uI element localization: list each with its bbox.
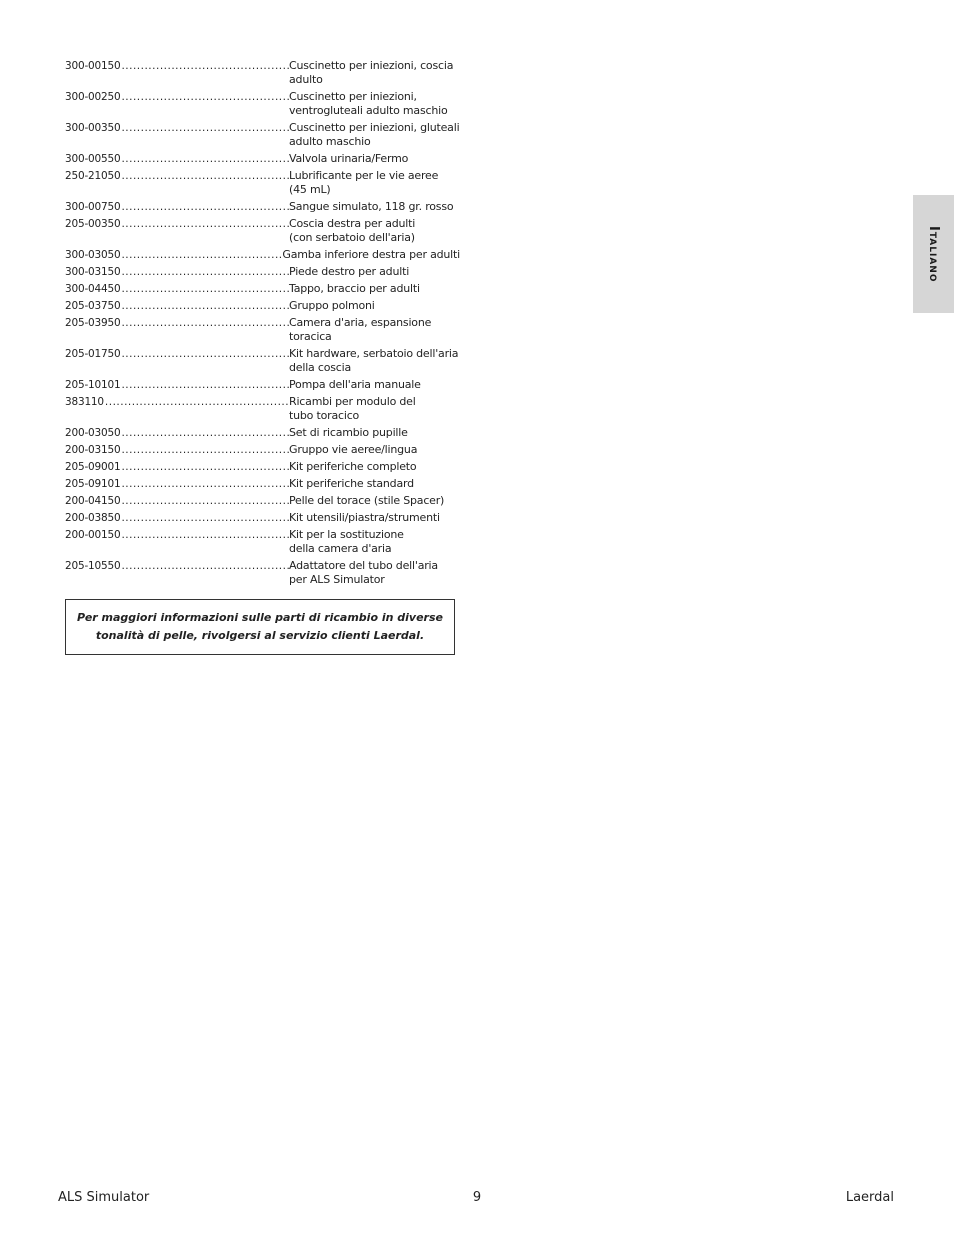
part-code: 205-03950 <box>65 317 121 329</box>
part-description <box>289 460 460 474</box>
info-note-text <box>63 609 457 645</box>
language-tab <box>913 195 954 313</box>
part-row <box>65 282 460 296</box>
part-description-line: Kit periferiche completo <box>289 460 417 473</box>
part-row <box>65 378 460 392</box>
dot-leader <box>121 152 289 166</box>
part-description <box>282 248 460 262</box>
part-code: 205-01750 <box>65 348 121 360</box>
part-row <box>65 347 460 375</box>
part-leader <box>65 477 289 491</box>
parts-list <box>65 59 460 590</box>
part-leader <box>65 511 289 525</box>
part-description-line: Tappo, braccio per adulti <box>289 282 420 295</box>
part-leader <box>65 347 289 361</box>
part-row <box>65 426 460 440</box>
part-description-line: (45 mL) <box>289 183 331 196</box>
part-description-line: Lubrificante per le vie aeree <box>289 169 439 182</box>
part-code: 205-00350 <box>65 218 121 230</box>
part-description-line: Cuscinetto per iniezioni, coscia <box>289 59 454 72</box>
part-description <box>289 217 460 245</box>
part-leader <box>65 217 289 231</box>
part-code: 300-03150 <box>65 266 121 278</box>
dot-leader <box>121 200 289 214</box>
part-description <box>289 395 460 423</box>
part-description <box>289 152 460 166</box>
part-code: 200-00150 <box>65 529 121 541</box>
part-leader <box>65 169 289 183</box>
dot-leader <box>121 477 289 491</box>
dot-leader <box>121 90 289 104</box>
part-leader <box>65 152 289 166</box>
part-leader <box>65 200 289 214</box>
part-description-line: tubo toracico <box>289 409 360 422</box>
dot-leader <box>121 559 289 573</box>
part-description-line: Kit per la sostituzione <box>289 528 404 541</box>
part-row <box>65 59 460 87</box>
part-row <box>65 443 460 457</box>
part-code: 205-03750 <box>65 300 121 312</box>
part-row <box>65 248 460 262</box>
dot-leader <box>121 511 289 525</box>
dot-leader <box>121 282 289 296</box>
part-description-line: adulto maschio <box>289 135 371 148</box>
part-description-line: Piede destro per adulti <box>289 265 410 278</box>
part-description <box>289 282 460 296</box>
part-description-line: Gamba inferiore destra per adulti <box>282 248 460 261</box>
part-row <box>65 460 460 474</box>
part-row <box>65 152 460 166</box>
part-description <box>289 265 460 279</box>
part-description <box>289 169 460 197</box>
part-code: 200-03150 <box>65 444 121 456</box>
part-row <box>65 265 460 279</box>
dot-leader <box>121 248 282 262</box>
info-note-box <box>65 599 455 655</box>
part-leader <box>65 378 289 392</box>
part-description-line: Pelle del torace (stile Spacer) <box>289 494 445 507</box>
part-leader <box>65 494 289 508</box>
dot-leader <box>121 121 289 135</box>
part-row <box>65 477 460 491</box>
part-code: 200-04150 <box>65 495 121 507</box>
part-description-line: Gruppo polmoni <box>289 299 375 312</box>
part-description <box>289 559 460 587</box>
part-code: 300-00250 <box>65 91 121 103</box>
footer-page-number: 9 <box>472 1190 482 1205</box>
part-code: 300-04450 <box>65 283 121 295</box>
part-description <box>289 443 460 457</box>
part-leader <box>65 265 289 279</box>
dot-leader <box>121 494 289 508</box>
language-tab-label: Italiano <box>926 225 941 283</box>
part-leader <box>65 121 289 135</box>
part-description <box>289 121 460 149</box>
part-row <box>65 200 460 214</box>
part-description-line: Valvola urinaria/Fermo <box>289 152 409 165</box>
part-description-line: Camera d'aria, espansione <box>289 316 432 329</box>
dot-leader <box>121 169 289 183</box>
part-description <box>289 494 460 508</box>
part-code: 205-09001 <box>65 461 121 473</box>
part-row <box>65 217 460 245</box>
part-code: 383110 <box>65 396 104 408</box>
part-description <box>289 200 460 214</box>
part-code: 205-10101 <box>65 379 121 391</box>
dot-leader <box>121 443 289 457</box>
part-code: 205-09101 <box>65 478 121 490</box>
part-description <box>289 316 460 344</box>
part-description <box>289 378 460 392</box>
part-description-line: Cuscinetto per iniezioni, gluteali <box>289 121 460 134</box>
part-description-line: Sangue simulato, 118 gr. rosso <box>289 200 454 213</box>
dot-leader <box>121 426 289 440</box>
part-leader <box>65 59 289 73</box>
part-description-line: (con serbatoio dell'aria) <box>289 231 415 244</box>
part-row <box>65 511 460 525</box>
part-leader <box>65 395 289 409</box>
part-row <box>65 559 460 587</box>
part-leader <box>65 248 282 262</box>
part-row <box>65 121 460 149</box>
part-description-line: Cuscinetto per iniezioni, <box>289 90 417 103</box>
part-description-line: Set di ricambio pupille <box>289 426 408 439</box>
part-row <box>65 299 460 313</box>
dot-leader <box>121 316 289 330</box>
part-description <box>289 426 460 440</box>
part-code: 300-03050 <box>65 249 121 261</box>
part-description-line: Ricambi per modulo del <box>289 395 416 408</box>
part-description-line: Kit utensili/piastra/strumenti <box>289 511 440 524</box>
part-leader <box>65 90 289 104</box>
dot-leader <box>121 299 289 313</box>
part-leader <box>65 426 289 440</box>
part-code: 200-03850 <box>65 512 121 524</box>
part-description <box>289 90 460 118</box>
part-description <box>289 59 460 87</box>
part-code: 250-21050 <box>65 170 121 182</box>
part-description-line: toracica <box>289 330 332 343</box>
part-row <box>65 528 460 556</box>
part-row <box>65 169 460 197</box>
part-leader <box>65 528 289 542</box>
part-description-line: della camera d'aria <box>289 542 392 555</box>
part-description <box>289 347 460 375</box>
part-row <box>65 90 460 118</box>
dot-leader <box>121 59 289 73</box>
dot-leader <box>121 347 289 361</box>
part-row <box>65 395 460 423</box>
part-description-line: Gruppo vie aeree/lingua <box>289 443 418 456</box>
dot-leader <box>121 265 289 279</box>
info-note-line-2: tonalità di pelle, rivolgersi al servizio clienti Laerdal. <box>95 629 425 642</box>
part-description-line: Kit periferiche standard <box>289 477 414 490</box>
footer-product-name: ALS Simulator <box>58 1190 150 1205</box>
dot-leader <box>121 378 289 392</box>
part-code: 200-03050 <box>65 427 121 439</box>
part-description-line: ventrogluteali adulto maschio <box>289 104 448 117</box>
dot-leader <box>121 528 289 542</box>
part-code: 300-00350 <box>65 122 121 134</box>
part-description <box>289 477 460 491</box>
part-leader <box>65 316 289 330</box>
part-description-line: della coscia <box>289 361 352 374</box>
part-leader <box>65 299 289 313</box>
part-row <box>65 494 460 508</box>
part-leader <box>65 443 289 457</box>
part-code: 300-00750 <box>65 201 121 213</box>
part-description-line: per ALS Simulator <box>289 573 385 586</box>
part-description <box>289 299 460 313</box>
footer-brand: Laerdal <box>845 1190 894 1205</box>
part-code: 300-00550 <box>65 153 121 165</box>
part-code: 205-10550 <box>65 560 121 572</box>
part-leader <box>65 460 289 474</box>
part-description-line: Pompa dell'aria manuale <box>289 378 421 391</box>
part-code: 300-00150 <box>65 60 121 72</box>
part-leader <box>65 559 289 573</box>
dot-leader <box>121 460 289 474</box>
part-description <box>289 511 460 525</box>
dot-leader <box>121 217 289 231</box>
part-description-line: Adattatore del tubo dell'aria <box>289 559 438 572</box>
info-note-line-1: Per maggiori informazioni sulle parti di ricambio in diverse <box>77 611 443 624</box>
part-description-line: Kit hardware, serbatoio dell'aria <box>289 347 459 360</box>
part-description-line: adulto <box>289 73 323 86</box>
part-row <box>65 316 460 344</box>
part-description <box>289 528 460 556</box>
dot-leader <box>105 395 289 409</box>
part-description-line: Coscia destra per adulti <box>289 217 416 230</box>
part-leader <box>65 282 289 296</box>
